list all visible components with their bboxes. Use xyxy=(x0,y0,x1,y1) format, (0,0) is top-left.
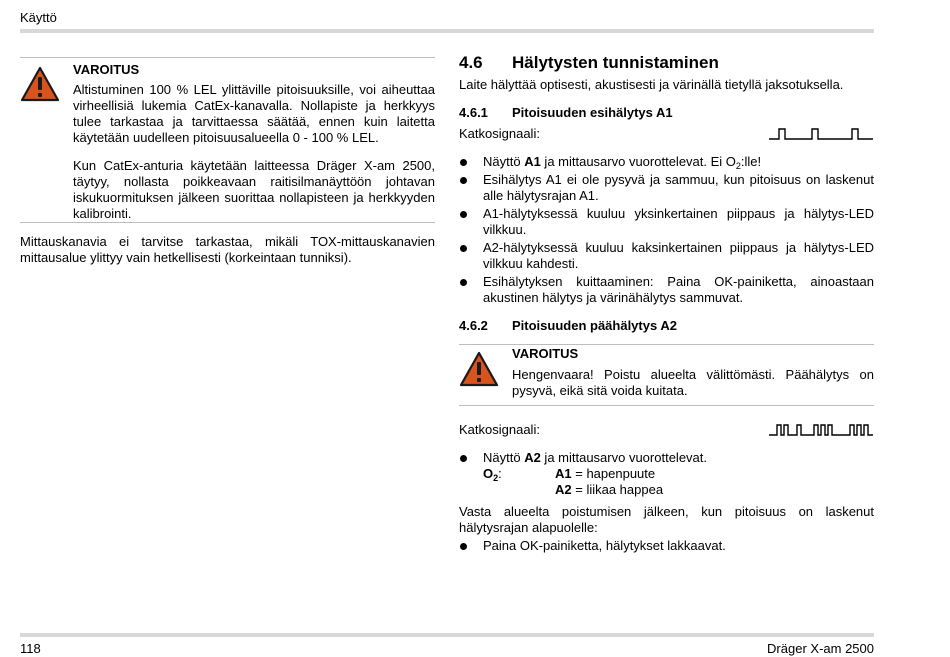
subsection-number: 4.6.1 xyxy=(459,105,488,120)
warning-title: VAROITUS xyxy=(512,346,579,361)
subsection-title: Pitoisuuden päähälytys A2 xyxy=(512,318,677,333)
document-title: Dräger X-am 2500 xyxy=(767,641,874,656)
subsection-title: Pitoisuuden esihälytys A1 xyxy=(512,105,673,120)
bullet-icon xyxy=(460,245,467,252)
bullet-icon xyxy=(460,177,467,184)
list-item: Näyttö A1 ja mittausarvo vuorottelevat. Ei $O_2:lle$! xyxy=(459,154,874,170)
pulse-signal-icon xyxy=(768,125,874,141)
pulse-signal-icon xyxy=(768,421,874,437)
subsection-heading xyxy=(459,105,874,120)
subsection-heading xyxy=(459,318,874,333)
signal-label: Katkosignaali: xyxy=(459,421,540,437)
list-item: Paina OK-painiketta, hälytykset lakkaavat. xyxy=(459,538,874,554)
section-title: Hälytysten tunnistaminen xyxy=(512,53,719,72)
subsection-number: 4.6.2 xyxy=(459,318,488,333)
bullet-icon xyxy=(460,543,467,550)
warning-paragraph: Altistuminen 100 % LEL ylittäville pitoisuuksille, voi aiheuttaa virheellisiä lukemia CatEx-kanavalla. Nollapiste ja herkkyys tulee tarkastaa ja tarvittaessa säätää, ennen kuin laitetta käytetään uudelleen pitoisuusalueella 0 - 100 % LEL. xyxy=(73,82,435,145)
bullet-list xyxy=(459,450,874,466)
list-item: Näyttö A2 ja mittausarvo vuorottelevat. xyxy=(459,450,874,466)
footer-rule xyxy=(20,633,874,637)
section-heading xyxy=(459,52,874,74)
list-item: A2-hälytyksessä kuuluu kaksinkertainen piippaus ja hälytys-LED vilkkuu kahdesti. xyxy=(459,240,874,272)
warning-triangle-icon xyxy=(20,66,60,102)
right-column xyxy=(459,52,874,556)
bullet-icon xyxy=(460,211,467,218)
warning-title: VAROITUS xyxy=(73,62,140,77)
note-paragraph: Mittauskanavia ei tarvitse tarkastaa, mikäli TOX-mittauskanavien mittausalue ylittyy vain hetkellisesti (korkeintaan tunniksi). xyxy=(20,234,435,265)
warning-triangle-icon xyxy=(459,351,499,387)
bullet-icon xyxy=(460,279,467,286)
warning-box xyxy=(20,57,435,223)
warning-box xyxy=(459,344,874,406)
left-column xyxy=(20,57,435,266)
bullet-list xyxy=(459,154,874,306)
bullet-icon xyxy=(460,455,467,462)
o2-a2-definition: A2 = liikaa happea xyxy=(555,482,664,497)
header-rule xyxy=(20,29,874,33)
signal-row xyxy=(459,125,874,141)
list-item: A1-hälytyksessä kuuluu yksinkertainen piippaus ja hälytys-LED vilkkuu. xyxy=(459,206,874,238)
list-item: Esihälytyksen kuittaaminen: Paina OK-painiketta, ainoastaan akustinen hälytys ja värinähälytys sammuvat. xyxy=(459,274,874,306)
o2-definitions xyxy=(459,466,874,498)
instruction-paragraph: Vasta alueelta poistumisen jälkeen, kun pitoisuus on laskenut hälytysrajan alapuolelle: xyxy=(459,504,874,535)
section-intro: Laite hälyttää optisesti, akustisesti ja värinällä tietyllä jaksotuksella. xyxy=(459,77,844,92)
warning-paragraph: Kun CatEx-anturia käytetään laitteessa Dräger X-am 2500, täytyy, nollasta poikkeavaan raitisilmanäyttöön johtavan iskukuormituksen jälkeen suorittaa nollapisteen ja herkkyyden kalibrointi. xyxy=(73,158,435,221)
signal-label: Katkosignaali: xyxy=(459,125,540,141)
page-number: 118 xyxy=(20,641,41,656)
section-number: 4.6 xyxy=(459,53,483,72)
warning-paragraph: Hengenvaara! Poistu alueelta välittömästi. Päähälytys on pysyvä, eikä sitä voida kuitata. xyxy=(512,367,874,398)
o2-label: $O_2$: xyxy=(483,466,502,483)
bullet-icon xyxy=(460,159,467,166)
header-title: Käyttö xyxy=(20,10,57,25)
list-item: Esihälytys A1 ei ole pysyvä ja sammuu, kun pitoisuus on laskenut alle hälytysrajan A1. xyxy=(459,172,874,204)
o2-a1-definition: A1 = hapenpuute xyxy=(555,466,656,481)
signal-row xyxy=(459,421,874,437)
bullet-list xyxy=(459,538,874,554)
